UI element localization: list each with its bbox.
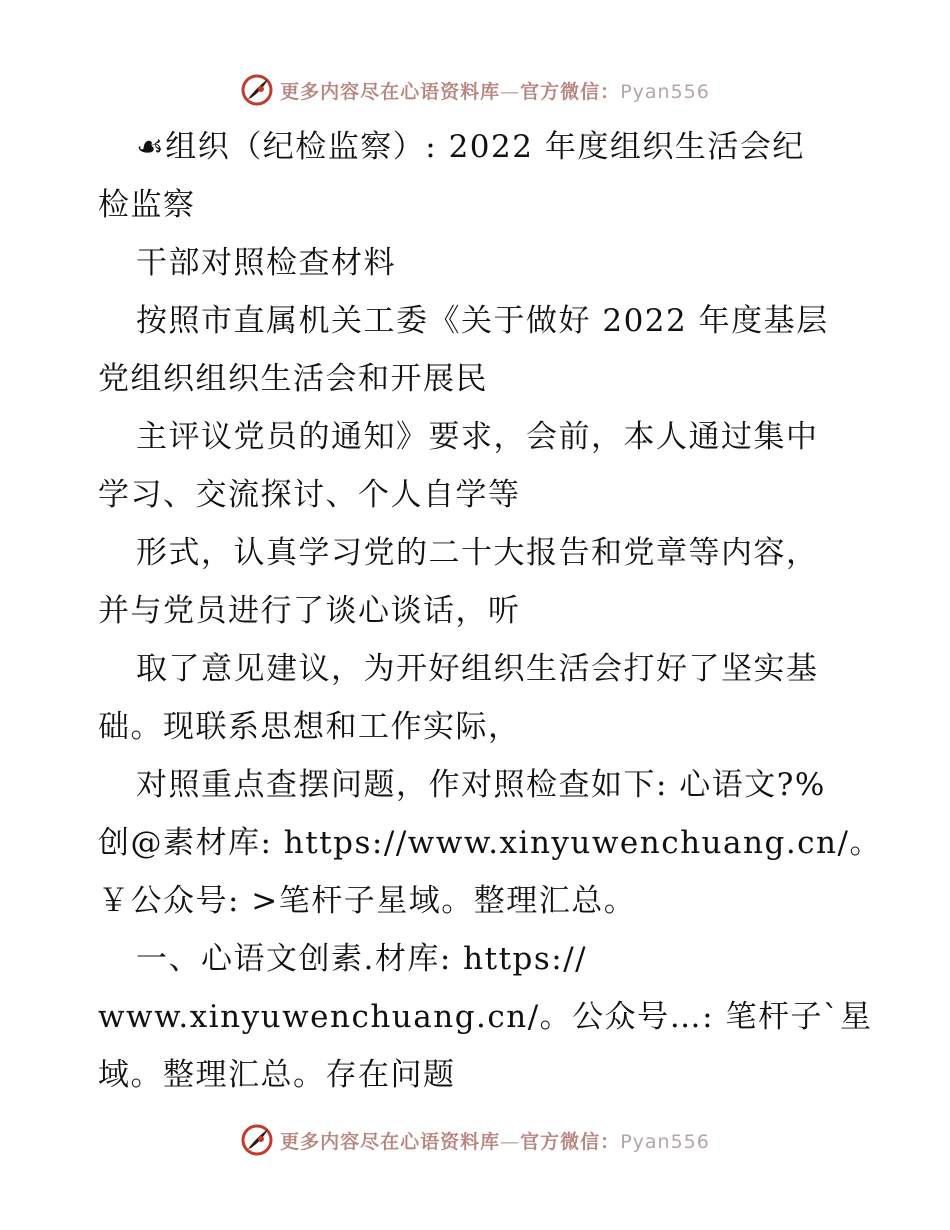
document-line: 创@素材库: https://www.xinyuwenchuang.cn/。: [98, 825, 882, 861]
document-line: 对照重点查摆问题，作对照检查如下: 心语文?%: [136, 767, 826, 803]
header-watermark-banner: [0, 70, 950, 110]
document-line: ￥公众号: >笔杆子星域。整理汇总。: [98, 883, 637, 919]
quill-logo-icon: [240, 1123, 274, 1157]
document-line: 党组织组织生活会和开展民: [98, 361, 488, 397]
banner-handle: Pyan556: [620, 1130, 710, 1153]
document-line: 域。整理汇总。存在问题: [98, 1057, 456, 1093]
document-body: [98, 118, 882, 1104]
banner-suffix: 官方微信：: [520, 80, 621, 103]
document-line: ☙组织（纪检监察）: 2022 年度组织生活会纪: [136, 129, 805, 165]
document-line: 干部对照检查材料: [136, 245, 396, 281]
banner-prefix: 更多内容尽在心语资料库: [280, 80, 501, 103]
banner-text: [280, 1127, 710, 1154]
banner-dash: —: [500, 1130, 521, 1153]
quill-logo-icon: [240, 73, 274, 107]
document-line: 按照市直属机关工委《关于做好 2022 年度基层: [136, 303, 829, 339]
document-line: 取了意见建议，为开好组织生活会打好了坚实基: [136, 651, 819, 687]
banner-prefix: 更多内容尽在心语资料库: [280, 1130, 501, 1153]
banner-text: [280, 77, 710, 104]
document-line: 础。现联系思想和工作实际，: [98, 709, 521, 745]
document-line: 一、心语文创素.材库: https://: [136, 941, 588, 977]
document-line: 形式，认真学习党的二十大报告和党章等内容，: [136, 535, 819, 571]
footer-watermark-banner: [0, 1120, 950, 1160]
document-line: 检监察: [98, 187, 196, 223]
document-line: 主评议党员的通知》要求，会前，本人通过集中: [136, 419, 819, 455]
document-line: www.xinyuwenchuang.cn/。公众号…: 笔杆子`星: [98, 999, 873, 1035]
document-line: 学习、交流探讨、个人自学等: [98, 477, 521, 513]
banner-dash: —: [500, 80, 521, 103]
banner-suffix: 官方微信：: [520, 1130, 621, 1153]
banner-handle: Pyan556: [620, 80, 710, 103]
document-line: 并与党员进行了谈心谈话，听: [98, 593, 521, 629]
